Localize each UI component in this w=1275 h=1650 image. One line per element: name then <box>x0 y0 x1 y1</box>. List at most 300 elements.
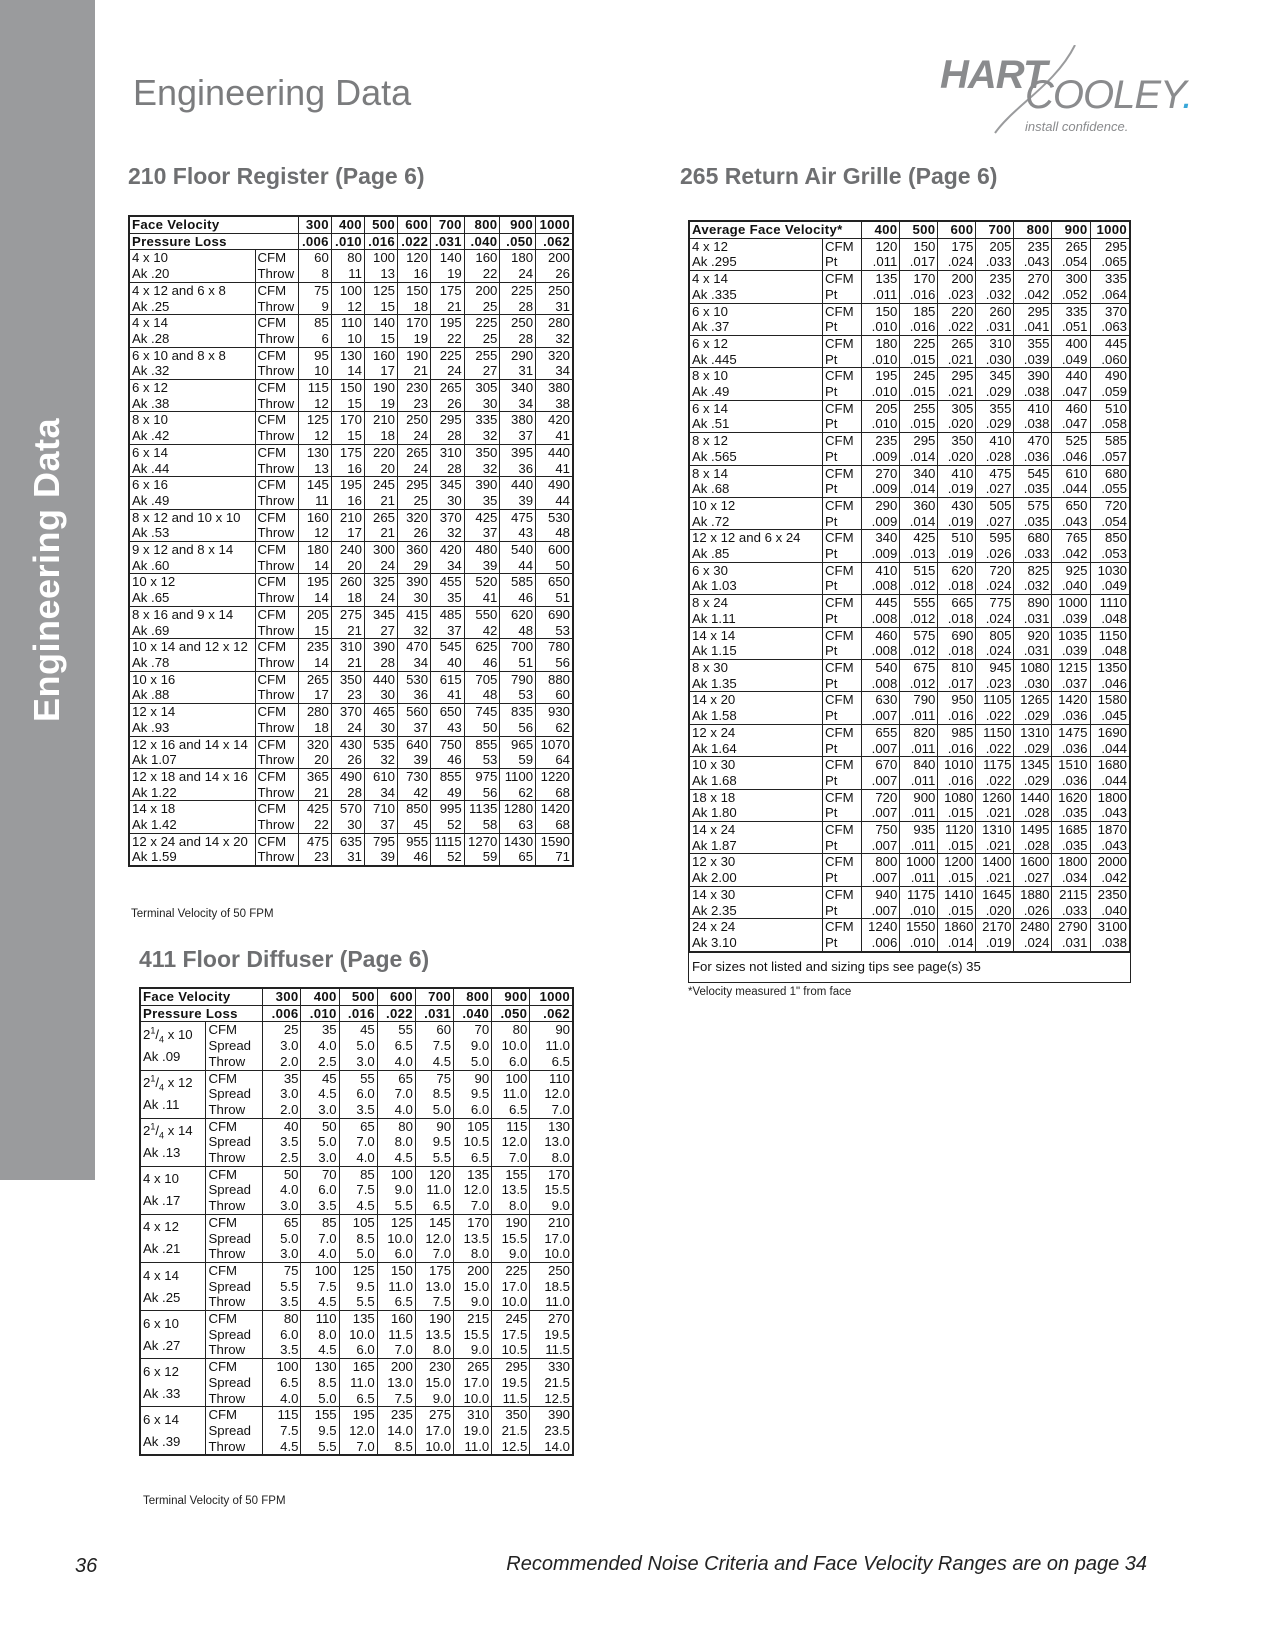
cfm-value: 825 <box>1014 562 1052 578</box>
throw-value: 6.0 <box>377 1246 415 1262</box>
row-size: 14 x 20 <box>689 692 823 708</box>
logo-hart: HART <box>940 53 1047 97</box>
row-type-throw: Throw <box>206 1294 263 1310</box>
pt-value: .026 <box>976 546 1014 562</box>
row-type-pt: Pt <box>823 254 862 270</box>
throw-value: 28 <box>500 331 536 347</box>
spread-value: 7.0 <box>377 1086 415 1102</box>
row-type-throw: Throw <box>255 752 298 768</box>
throw-value: 51 <box>500 655 536 671</box>
throw-value: 12.5 <box>530 1391 573 1407</box>
throw-value: 6.5 <box>530 1054 573 1070</box>
spread-value: 10.0 <box>377 1231 415 1247</box>
table-row <box>129 428 573 444</box>
throw-value: 11 <box>298 493 331 509</box>
velocity-footnote: *Velocity measured 1" from face <box>688 985 852 998</box>
table-row <box>140 1407 573 1423</box>
cfm-value: 540 <box>862 659 900 675</box>
row-type-throw: Throw <box>206 1342 263 1358</box>
pt-value: .007 <box>862 870 900 886</box>
sizing-note-box: For sizes not listed and sizing tips see page(s) 35 <box>688 951 1131 983</box>
throw-value: 5.0 <box>415 1102 453 1118</box>
cfm-value: 60 <box>298 250 331 266</box>
row-type-cfm: CFM <box>255 801 298 817</box>
cfm-value: 765 <box>1052 530 1090 546</box>
pt-value: .029 <box>1014 741 1052 757</box>
cfm-value: 160 <box>377 1311 415 1327</box>
pt-value: .008 <box>862 611 900 627</box>
pt-value: .007 <box>862 708 900 724</box>
pt-value: .042 <box>1052 546 1090 562</box>
cfm-value: 1030 <box>1090 562 1130 578</box>
header-pressure: .031 <box>431 233 465 250</box>
row-size: 6 x 14 <box>689 400 823 416</box>
throw-value: 6.5 <box>339 1391 377 1407</box>
row-type-cfm: CFM <box>823 822 862 838</box>
cfm-value: 665 <box>938 595 976 611</box>
cfm-value: 370 <box>431 509 465 525</box>
cfm-value: 220 <box>938 303 976 319</box>
spread-value: 12.0 <box>454 1182 492 1198</box>
cfm-value: 100 <box>492 1070 530 1086</box>
header-velocity: 900 <box>492 988 530 1005</box>
table-row <box>689 514 1130 530</box>
cfm-value: 2480 <box>1014 919 1052 935</box>
cfm-value: 1115 <box>431 833 465 849</box>
throw-value: 3.0 <box>263 1198 301 1214</box>
row-type-throw: Throw <box>255 525 298 541</box>
cfm-value: 455 <box>431 574 465 590</box>
throw-value: 17 <box>298 687 331 703</box>
cfm-value: 2000 <box>1090 854 1130 870</box>
size-fraction-numerator: 1 <box>150 1073 156 1084</box>
spread-value: 17.0 <box>530 1231 573 1247</box>
throw-value: 34 <box>364 785 397 801</box>
cfm-value: 175 <box>431 282 465 298</box>
throw-value: 8.0 <box>530 1150 573 1166</box>
row-size: 8 x 10 <box>129 412 255 428</box>
throw-value: 15 <box>298 623 331 639</box>
cfm-value: 85 <box>339 1166 377 1182</box>
throw-value: 8.0 <box>415 1342 453 1358</box>
table-row <box>689 546 1130 562</box>
table-row <box>689 724 1130 740</box>
pt-value: .033 <box>976 254 1014 270</box>
throw-value: 36 <box>398 687 431 703</box>
size-fraction-slash: / <box>155 1075 160 1091</box>
cfm-value: 360 <box>900 497 938 513</box>
throw-value: 56 <box>464 785 500 801</box>
table-row <box>689 805 1130 821</box>
throw-value: 42 <box>398 785 431 801</box>
cfm-value: 2170 <box>976 919 1014 935</box>
throw-value: 20 <box>364 461 397 477</box>
cfm-value: 195 <box>862 368 900 384</box>
pt-value: .024 <box>976 643 1014 659</box>
table-row <box>129 785 573 801</box>
throw-value: 21 <box>331 655 364 671</box>
row-ak: Ak 1.87 <box>689 838 823 854</box>
throw-value: 12 <box>298 396 331 412</box>
row-type-spread: Spread <box>206 1327 263 1343</box>
cfm-value: 335 <box>1090 271 1130 287</box>
cfm-value: 225 <box>900 335 938 351</box>
row-type-cfm: CFM <box>255 477 298 493</box>
cfm-value: 325 <box>364 574 397 590</box>
cfm-value: 215 <box>454 1311 492 1327</box>
size-main: 4 x 12 <box>143 1219 179 1235</box>
throw-value: 10 <box>331 331 364 347</box>
row-ak: Ak 1.59 <box>129 849 255 866</box>
cfm-value: 135 <box>454 1166 492 1182</box>
table-row <box>140 1359 573 1375</box>
throw-value: 39 <box>364 849 397 866</box>
throw-value: 45 <box>398 817 431 833</box>
throw-value: 13 <box>364 266 397 282</box>
cfm-value: 470 <box>1014 433 1052 449</box>
row-ak: Ak .25 <box>129 299 255 315</box>
pt-value: .044 <box>1090 773 1130 789</box>
row-ak: Ak .68 <box>689 481 823 497</box>
cfm-value: 260 <box>331 574 364 590</box>
throw-value: 43 <box>431 720 465 736</box>
throw-value: 39 <box>398 752 431 768</box>
row-type-throw: Throw <box>255 461 298 477</box>
cfm-value: 195 <box>431 315 465 331</box>
cfm-value: 965 <box>500 736 536 752</box>
throw-value: 14 <box>298 558 331 574</box>
throw-value: 31 <box>536 299 573 315</box>
cfm-value: 190 <box>364 380 397 396</box>
cfm-value: 65 <box>339 1118 377 1134</box>
cfm-value: 70 <box>454 1022 492 1038</box>
cfm-value: 1680 <box>1090 757 1130 773</box>
table-row <box>689 854 1130 870</box>
row-type-throw: Throw <box>206 1439 263 1456</box>
pt-value: .048 <box>1090 611 1130 627</box>
throw-value: 62 <box>500 785 536 801</box>
throw-value: 20 <box>298 752 331 768</box>
header-velocity: 400 <box>862 221 900 238</box>
spread-value: 6.0 <box>339 1086 377 1102</box>
spread-value: 15.0 <box>454 1279 492 1295</box>
cfm-value: 265 <box>398 444 431 460</box>
row-type-cfm: CFM <box>206 1311 263 1327</box>
pt-value: .039 <box>1014 352 1052 368</box>
cfm-value: 90 <box>530 1022 573 1038</box>
cfm-value: 630 <box>862 692 900 708</box>
cfm-value: 45 <box>339 1022 377 1038</box>
pt-value: .043 <box>1052 514 1090 530</box>
cfm-value: 1110 <box>1090 595 1130 611</box>
table-row <box>689 676 1130 692</box>
throw-value: 23 <box>298 849 331 866</box>
spread-value: 11.0 <box>415 1182 453 1198</box>
pt-value: .009 <box>862 546 900 562</box>
throw-value: 24 <box>431 363 465 379</box>
row-type-pt: Pt <box>823 481 862 497</box>
pt-value: .012 <box>900 643 938 659</box>
row-size: 6 x 10 and 8 x 8 <box>129 347 255 363</box>
cfm-value: 930 <box>536 704 573 720</box>
cfm-value: 900 <box>900 789 938 805</box>
table-row <box>129 817 573 833</box>
row-ak: Ak 3.10 <box>689 935 823 952</box>
cfm-value: 265 <box>938 335 976 351</box>
row-size <box>140 1118 206 1166</box>
cfm-value: 150 <box>398 282 431 298</box>
pt-value: .036 <box>1014 449 1052 465</box>
cfm-value: 245 <box>900 368 938 384</box>
throw-value: 3.5 <box>263 1294 301 1310</box>
pt-value: .007 <box>862 805 900 821</box>
throw-value: 7.0 <box>415 1246 453 1262</box>
cfm-value: 240 <box>331 542 364 558</box>
cfm-value: 150 <box>862 303 900 319</box>
cfm-value: 1600 <box>1014 854 1052 870</box>
size-main: 6 x 14 <box>143 1411 179 1427</box>
throw-value: 68 <box>536 817 573 833</box>
row-type-cfm: CFM <box>255 282 298 298</box>
header-velocity: 700 <box>431 216 465 233</box>
cfm-value: 155 <box>301 1407 339 1423</box>
throw-value: 24 <box>500 266 536 282</box>
row-ak: Ak .33 <box>143 1385 181 1401</box>
pt-value: .011 <box>900 805 938 821</box>
cfm-value: 235 <box>1014 238 1052 254</box>
row-ak: Ak .17 <box>143 1193 181 1209</box>
row-ak: Ak 2.35 <box>689 903 823 919</box>
table-row <box>129 590 573 606</box>
pt-value: .024 <box>976 611 1014 627</box>
spread-value: 8.0 <box>301 1327 339 1343</box>
cfm-value: 340 <box>862 530 900 546</box>
row-type-cfm: CFM <box>823 659 862 675</box>
pt-value: .032 <box>976 287 1014 303</box>
cfm-value: 80 <box>263 1311 301 1327</box>
cfm-value: 115 <box>263 1407 301 1423</box>
throw-value: 3.5 <box>263 1342 301 1358</box>
cfm-value: 230 <box>415 1359 453 1375</box>
table-row <box>129 282 573 298</box>
throw-value: 28 <box>364 655 397 671</box>
spread-value: 17.0 <box>454 1375 492 1391</box>
cfm-value: 730 <box>398 768 431 784</box>
cfm-value: 395 <box>500 444 536 460</box>
throw-value: 41 <box>464 590 500 606</box>
throw-value: 52 <box>431 849 465 866</box>
row-ak: Ak .44 <box>129 461 255 477</box>
throw-value: 6.0 <box>454 1102 492 1118</box>
cfm-value: 490 <box>1090 368 1130 384</box>
pt-value: .021 <box>976 805 1014 821</box>
pt-value: .014 <box>900 449 938 465</box>
table-row <box>129 558 573 574</box>
table-row <box>689 935 1130 952</box>
size-main: 2 <box>143 1123 151 1139</box>
table-row <box>689 384 1130 400</box>
throw-value: 44 <box>500 558 536 574</box>
row-type-cfm: CFM <box>255 347 298 363</box>
pt-value: .065 <box>1090 254 1130 270</box>
cfm-value: 195 <box>298 574 331 590</box>
header-velocity: 500 <box>339 988 377 1005</box>
cfm-value: 575 <box>1014 497 1052 513</box>
cfm-value: 445 <box>1090 335 1130 351</box>
row-type-pt: Pt <box>823 416 862 432</box>
throw-value: 7.0 <box>454 1198 492 1214</box>
row-ak: Ak 1.64 <box>689 741 823 757</box>
row-size: 10 x 16 <box>129 671 255 687</box>
pt-value: .011 <box>900 741 938 757</box>
row-ak: Ak 1.80 <box>689 805 823 821</box>
cfm-value: 110 <box>331 315 364 331</box>
cfm-value: 245 <box>364 477 397 493</box>
pt-value: .010 <box>862 352 900 368</box>
throw-value: 14 <box>298 590 331 606</box>
pt-value: .029 <box>1014 708 1052 724</box>
row-type-cfm: CFM <box>823 854 862 870</box>
pt-value: .053 <box>1090 546 1130 562</box>
row-type-cfm: CFM <box>823 789 862 805</box>
row-size: 10 x 12 <box>129 574 255 590</box>
footer-reference: Recommended Noise Criteria and Face Velocity Ranges are on page 34 <box>506 1553 1147 1575</box>
cfm-value: 1880 <box>1014 886 1052 902</box>
cfm-value: 570 <box>331 801 364 817</box>
header-pressure: .016 <box>339 1005 377 1022</box>
spread-value: 13.5 <box>492 1182 530 1198</box>
pt-value: .028 <box>1014 838 1052 854</box>
pt-value: .036 <box>1052 741 1090 757</box>
throw-value: 48 <box>464 687 500 703</box>
throw-value: 49 <box>431 785 465 801</box>
pt-value: .015 <box>938 805 976 821</box>
cfm-value: 430 <box>331 736 364 752</box>
cfm-value: 440 <box>536 444 573 460</box>
throw-value: 30 <box>364 687 397 703</box>
row-ak: Ak .20 <box>129 266 255 282</box>
cfm-value: 425 <box>298 801 331 817</box>
pt-value: .064 <box>1090 287 1130 303</box>
cfm-value: 1000 <box>1052 595 1090 611</box>
table-210-floor-register <box>128 215 574 867</box>
row-ak: Ak .445 <box>689 352 823 368</box>
spread-value: 15.5 <box>454 1327 492 1343</box>
throw-value: 19 <box>431 266 465 282</box>
throw-value: 10.0 <box>454 1391 492 1407</box>
throw-value: 38 <box>536 396 573 412</box>
cfm-value: 420 <box>431 542 465 558</box>
cfm-value: 445 <box>862 595 900 611</box>
header-velocity: 1000 <box>530 988 573 1005</box>
spread-value: 11.0 <box>530 1038 573 1054</box>
row-size <box>140 1359 206 1407</box>
throw-value: 37 <box>500 428 536 444</box>
row-ak: Ak .69 <box>129 623 255 639</box>
row-ak: Ak .51 <box>689 416 823 432</box>
throw-value: 9.0 <box>454 1294 492 1310</box>
cfm-value: 800 <box>862 854 900 870</box>
cfm-value: 1400 <box>976 854 1014 870</box>
table-row <box>129 671 573 687</box>
throw-value: 7.0 <box>377 1342 415 1358</box>
cfm-value: 465 <box>364 704 397 720</box>
row-type-cfm: CFM <box>206 1359 263 1375</box>
throw-value: 63 <box>500 817 536 833</box>
table-row <box>129 687 573 703</box>
pt-value: .039 <box>1052 611 1090 627</box>
size-fraction-slash: / <box>155 1123 160 1139</box>
throw-value: 24 <box>331 720 364 736</box>
cfm-value: 180 <box>500 250 536 266</box>
cfm-value: 390 <box>1014 368 1052 384</box>
spread-value: 11.5 <box>377 1327 415 1343</box>
cfm-value: 670 <box>862 757 900 773</box>
section-title-265: 265 Return Air Grille (Page 6) <box>680 163 998 189</box>
pt-value: .043 <box>1014 254 1052 270</box>
cfm-value: 1105 <box>976 692 1014 708</box>
throw-value: 24 <box>398 461 431 477</box>
pt-value: .031 <box>1052 935 1090 952</box>
table-row <box>689 497 1130 513</box>
throw-value: 10.5 <box>492 1342 530 1358</box>
cfm-value: 1150 <box>1090 627 1130 643</box>
throw-value: 34 <box>431 558 465 574</box>
cfm-value: 1510 <box>1052 757 1090 773</box>
cfm-value: 140 <box>431 250 465 266</box>
cfm-value: 170 <box>454 1214 492 1230</box>
cfm-value: 85 <box>301 1214 339 1230</box>
table-row <box>129 752 573 768</box>
throw-value: 14 <box>331 363 364 379</box>
cfm-value: 295 <box>938 368 976 384</box>
row-type-cfm: CFM <box>206 1022 263 1038</box>
row-size: 10 x 30 <box>689 757 823 773</box>
pt-value: .039 <box>1052 643 1090 659</box>
throw-value: 18 <box>298 720 331 736</box>
throw-value: 12 <box>331 299 364 315</box>
row-ak: Ak .93 <box>129 720 255 736</box>
throw-value: 46 <box>398 849 431 866</box>
size-fraction-slash: / <box>155 1026 160 1042</box>
pt-value: .027 <box>976 514 1014 530</box>
cfm-value: 220 <box>364 444 397 460</box>
pt-value: .018 <box>938 578 976 594</box>
row-type-cfm: CFM <box>823 530 862 546</box>
throw-value: 9.0 <box>530 1198 573 1214</box>
throw-value: 3.5 <box>301 1198 339 1214</box>
pt-value: .051 <box>1052 319 1090 335</box>
cfm-value: 850 <box>398 801 431 817</box>
cfm-value: 200 <box>454 1262 492 1278</box>
row-type-pt: Pt <box>823 514 862 530</box>
cfm-value: 1100 <box>500 768 536 784</box>
table-row <box>689 465 1130 481</box>
pt-value: .010 <box>862 319 900 335</box>
pt-value: .015 <box>938 903 976 919</box>
row-type-cfm: CFM <box>255 380 298 396</box>
row-size: 12 x 14 <box>129 704 255 720</box>
throw-value: 7.5 <box>415 1294 453 1310</box>
row-size: 6 x 30 <box>689 562 823 578</box>
pt-value: .009 <box>862 514 900 530</box>
cfm-value: 750 <box>431 736 465 752</box>
row-size: 12 x 18 and 14 x 16 <box>129 768 255 784</box>
throw-value: 15 <box>331 396 364 412</box>
cfm-value: 380 <box>536 380 573 396</box>
cfm-value: 100 <box>301 1262 339 1278</box>
cfm-value: 80 <box>331 250 364 266</box>
